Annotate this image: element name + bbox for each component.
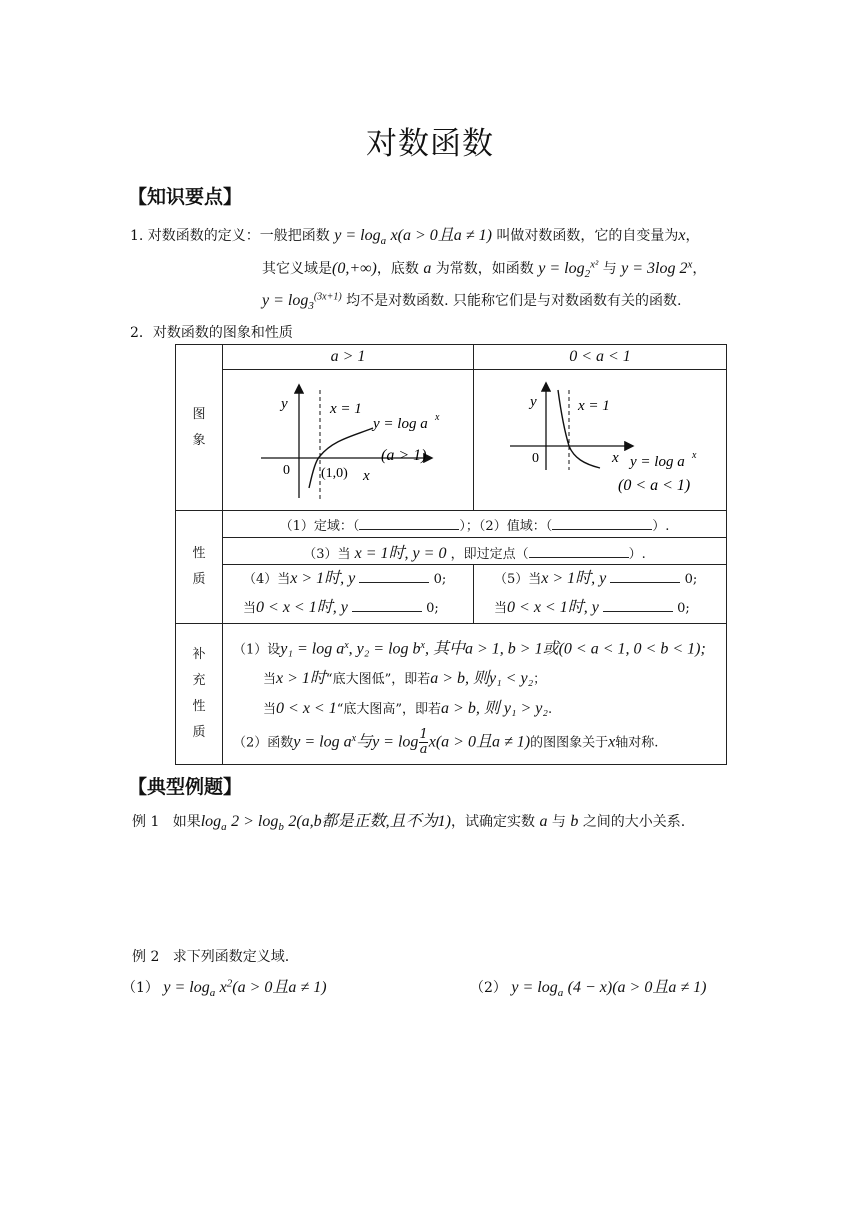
range-blank[interactable] xyxy=(552,517,652,530)
image-row-label: 图象 xyxy=(192,406,206,448)
fixed-point-close: ）. xyxy=(628,546,646,562)
definition-formula: y = log xyxy=(334,227,381,244)
formula-subscript: 2 xyxy=(584,267,591,280)
supplement-label: （1）设 xyxy=(233,642,281,657)
supplement-line-2 xyxy=(233,664,726,694)
sign-label: （4）当 xyxy=(243,572,291,587)
symmetry-text-end: 轴对称. xyxy=(615,735,659,751)
sign-blank[interactable] xyxy=(359,570,429,583)
condition-label: (a > 1) xyxy=(381,447,427,464)
fraction-denominator: a xyxy=(419,742,428,758)
formula-subscript: a xyxy=(557,986,564,999)
properties-table xyxy=(175,344,727,765)
sign-label: 当 xyxy=(243,601,257,616)
origin-label: 0 xyxy=(532,451,539,466)
header-a-greater-1: a > 1 xyxy=(223,345,474,370)
definition-line-3 xyxy=(262,290,682,312)
fraction-numerator: 1 xyxy=(419,727,428,743)
fixed-point-formula: x = 1时, y = 0 xyxy=(354,544,447,562)
sign-property-left xyxy=(223,565,474,624)
range-close: ）. xyxy=(652,518,670,534)
variable-x: x xyxy=(608,733,616,751)
asymptote-label: x = 1 xyxy=(330,401,362,417)
section-heading-examples: 【典型例题】 xyxy=(128,776,243,798)
supplement-line-3 xyxy=(233,694,726,724)
supplement-row-label: 补充性质 xyxy=(192,647,206,740)
section-heading-knowledge: 【知识要点】 xyxy=(128,186,243,208)
example-formula-1: y = log xyxy=(538,260,585,277)
question-1-condition: (a > 0且a ≠ 1) xyxy=(232,979,327,996)
image-row-head xyxy=(176,345,223,511)
definition-conclusion: 均不是对数函数. 只能称它们是与对数函数有关的函数. xyxy=(346,293,682,309)
example-2 xyxy=(132,946,289,966)
formula-subscript: a xyxy=(221,820,227,833)
formula-subscript: a xyxy=(380,234,387,247)
example-2-text: 求下列函数定义域. xyxy=(172,949,290,965)
sign-formula: x > 1时, y xyxy=(290,570,356,587)
graph-a-between xyxy=(474,370,727,511)
sign-zero: 0; xyxy=(677,601,690,616)
fraction xyxy=(419,728,427,757)
example-1-text-3: 之间的大小关系. xyxy=(582,814,686,830)
condition-formula: 0 < x < 1 xyxy=(276,700,337,717)
supplement-formula: y₁ = log a xyxy=(280,640,345,657)
x-axis-label: x xyxy=(612,450,619,466)
definition-text: 1. 对数函数的定义：一般把函数 xyxy=(130,228,330,244)
example-text: 为常数，如函数 xyxy=(435,261,534,277)
supplement-line-1 xyxy=(233,631,726,664)
graph-svg-increasing xyxy=(223,370,473,506)
sign-zero: 0; xyxy=(433,572,447,587)
graph-a-greater-1 xyxy=(223,370,474,511)
symmetry-text: 的图图象关于 xyxy=(530,735,609,751)
fixed-point-text: ，即过定点（ xyxy=(450,546,529,562)
fixed-point-row xyxy=(223,538,727,565)
example-formula-2: y = 3log 2 xyxy=(621,260,688,277)
formula-superscript: x² xyxy=(590,258,599,271)
supplement-content xyxy=(223,624,727,765)
rule-text: “底大图低”，即若 xyxy=(325,672,431,687)
example-1-label: 例 1 xyxy=(132,814,160,830)
definition-line-2 xyxy=(262,258,706,280)
formula-subscript: a xyxy=(209,986,216,999)
formula-subscript: 3 xyxy=(308,299,314,312)
formula-superscript: (3x+1) xyxy=(313,291,342,303)
example-1-formula: log xyxy=(200,813,222,830)
sign-property-right xyxy=(474,565,727,624)
domain-blank[interactable] xyxy=(359,517,459,530)
example-2-question-2 xyxy=(470,974,706,999)
definition-formula-condition: x(a > 0且a ≠ 1) xyxy=(390,227,492,244)
origin-label: 0 xyxy=(283,463,290,478)
when-text: 当 xyxy=(263,702,277,717)
formula-3: x(a > 0且a ≠ 1) xyxy=(428,733,531,751)
punctuation: ， xyxy=(685,228,700,244)
sign-zero: 0; xyxy=(426,601,439,616)
fixed-point-label: (1,0) xyxy=(321,466,348,481)
x-axis-label: x xyxy=(363,468,370,484)
question-2-label: （2） xyxy=(470,980,507,996)
asymptote-label: x = 1 xyxy=(578,398,610,414)
question-2-formula: y = log xyxy=(511,979,558,996)
sign-line-2 xyxy=(243,594,473,623)
sign-label: 当 xyxy=(494,601,508,616)
rule-formula: a > b, 则y₁ < y₂ xyxy=(430,670,534,687)
function-exponent: x xyxy=(435,412,440,423)
example-1-text: 如果 xyxy=(172,814,201,830)
variable-b: b xyxy=(570,813,579,830)
question-1-formula-2: x xyxy=(219,979,227,996)
definition-text-2: 叫做对数函数，它的自变量为 xyxy=(496,228,679,244)
question-2-condition: (4 − x)(a > 0且a ≠ 1) xyxy=(567,979,707,996)
example-1-text-2: ，试确定实数 xyxy=(451,814,535,830)
and-text: 与 xyxy=(551,814,566,830)
question-1-formula: y = log xyxy=(163,979,210,996)
graph-svg-decreasing xyxy=(474,370,726,506)
base-text: ，底数 xyxy=(376,261,419,277)
header-a-between: 0 < a < 1 xyxy=(474,345,727,370)
sign-zero: 0; xyxy=(684,572,698,587)
punctuation: ； xyxy=(533,672,547,687)
formula-superscript: x xyxy=(420,639,425,651)
property-row-label: 性质 xyxy=(192,546,206,587)
function-text: （2）函数 xyxy=(233,735,294,751)
formula-2: 与y = log xyxy=(356,733,419,751)
supplement-formula-2: , y₂ = log b xyxy=(348,640,421,657)
formula-superscript: x xyxy=(344,639,349,651)
domain-text: 其它义域是 xyxy=(262,261,332,277)
condition-formula: x > 1时 xyxy=(276,670,326,687)
formula-1: y = log a xyxy=(293,733,352,751)
sign-line-1 xyxy=(243,565,473,594)
punctuation: ， xyxy=(692,261,707,277)
function-label: y = log a xyxy=(630,454,685,470)
when-text: 当 xyxy=(263,672,277,687)
and-text: 与 xyxy=(602,261,617,277)
formula-superscript: 2 xyxy=(226,977,233,990)
example-2-question-1 xyxy=(122,974,327,999)
sign-line-1 xyxy=(494,565,726,594)
sign-line-2 xyxy=(494,594,726,623)
property-row-head xyxy=(176,511,223,624)
sign-blank[interactable] xyxy=(603,599,673,612)
y-axis-label: y xyxy=(281,396,288,412)
supplement-row-head xyxy=(176,624,223,765)
question-1-label: （1） xyxy=(122,980,159,996)
function-label: y = log a xyxy=(373,416,428,432)
range-label: ）；（2）值域：（ xyxy=(459,518,553,534)
sign-formula: 0 < x < 1时, y xyxy=(256,599,348,616)
example-1-formula-3: 2(a,b都是正数,且不为1) xyxy=(288,813,451,830)
rule-formula: a > b, 则 y₁ > y₂ xyxy=(441,700,548,717)
variable-a: a xyxy=(539,813,548,830)
sign-blank[interactable] xyxy=(352,599,422,612)
domain-label: （1）定域：（ xyxy=(279,518,360,534)
sign-blank[interactable] xyxy=(610,570,680,583)
supplement-formula-3: , 其中a > 1, b > 1或(0 < a < 1, 0 < b < 1); xyxy=(425,640,706,657)
example-1 xyxy=(132,808,685,833)
fixed-point-blank[interactable] xyxy=(529,545,629,558)
example-formula-3: y = log xyxy=(262,292,309,309)
formula-superscript: x xyxy=(351,733,357,744)
variable-a: a xyxy=(423,260,432,277)
sign-formula: 0 < x < 1时, y xyxy=(507,599,599,616)
page-title: 对数函数 xyxy=(366,126,494,162)
supplement-line-4 xyxy=(233,724,726,757)
example-2-label: 例 2 xyxy=(132,949,160,965)
y-axis-label: y xyxy=(530,394,537,410)
formula-subscript: b xyxy=(278,820,284,833)
item-2-heading: 2．对数函数的图象和性质 xyxy=(130,325,293,341)
variable-x: x xyxy=(678,227,686,244)
rule-text: “底大图高”，即若 xyxy=(336,702,442,717)
example-1-formula-2: 2 > log xyxy=(231,813,279,830)
domain-interval: (0,+∞) xyxy=(332,260,377,277)
function-exponent: x xyxy=(692,450,697,461)
fixed-point-label: （3）当 xyxy=(303,546,351,562)
domain-range-row xyxy=(223,511,727,538)
formula-superscript: x xyxy=(687,258,693,271)
definition-line-1 xyxy=(130,222,699,247)
punctuation: . xyxy=(547,702,553,717)
sign-formula: x > 1时, y xyxy=(541,570,607,587)
sign-label: （5）当 xyxy=(494,572,542,587)
condition-label: (0 < a < 1) xyxy=(618,477,691,494)
